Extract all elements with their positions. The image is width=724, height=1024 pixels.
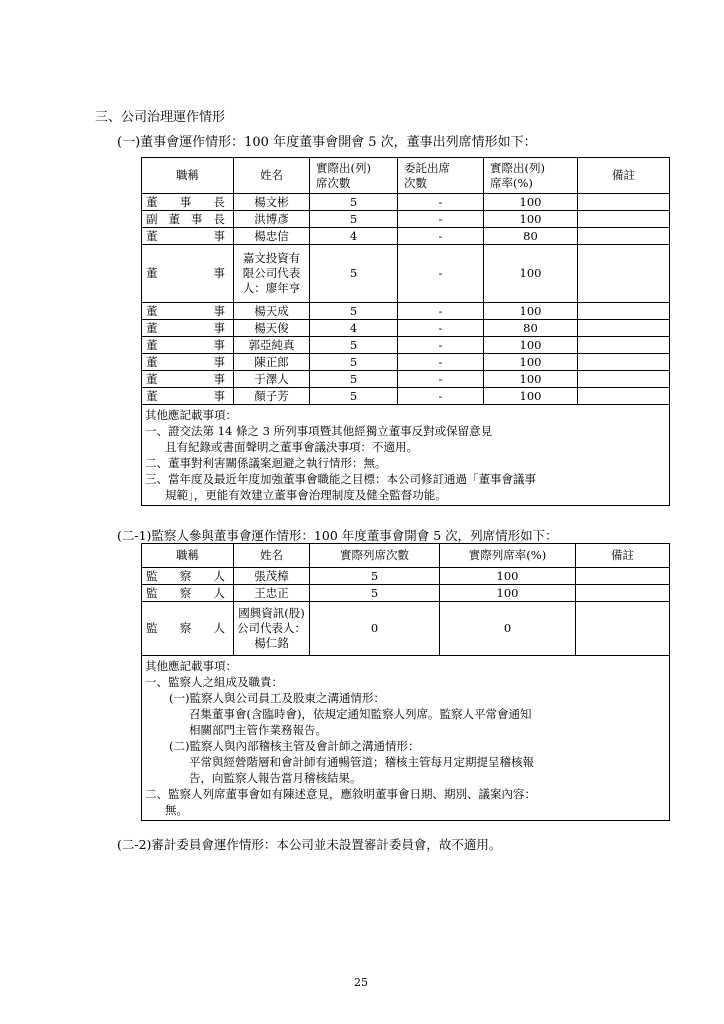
row-proxy: -	[398, 371, 484, 388]
header-title: 職稱	[142, 158, 234, 194]
row-title: 董事	[142, 354, 234, 371]
row-proxy: -	[398, 337, 484, 354]
row-rate: 100	[484, 194, 578, 211]
row-attend: 4	[310, 320, 398, 337]
header-attend	[310, 158, 398, 194]
row-name: 楊天成	[234, 303, 310, 320]
row-rate: 100	[484, 245, 578, 303]
row-remark	[578, 388, 670, 405]
row-name-line1: 國興資訊(股)	[238, 606, 305, 620]
row-proxy: -	[398, 320, 484, 337]
row-rate: 80	[484, 320, 578, 337]
table-row	[142, 303, 670, 320]
row-rate: 0	[440, 602, 576, 656]
row-title: 監察人	[142, 585, 234, 602]
table-row	[142, 320, 670, 337]
row-proxy: -	[398, 194, 484, 211]
row-rate: 100	[484, 371, 578, 388]
header-rate: 實際列席率(%)	[440, 544, 576, 568]
note-line: 平常與經營階層和會計師有通暢管道；稽核主管每月定期提呈稽核報	[189, 755, 534, 769]
header-proxy	[398, 158, 484, 194]
table-row	[142, 228, 670, 245]
board-notes-row	[142, 405, 670, 506]
board-caption: (一)董事會運作情形：100 年度董事會開會 5 次，董事出列席情形如下：	[117, 135, 537, 150]
row-name-line3: 楊仁銘	[254, 636, 289, 650]
row-attend: 5	[310, 388, 398, 405]
table-row	[142, 371, 670, 388]
supervisors-table	[141, 543, 670, 821]
note-line: 告，向監察人報告當月稽核結果。	[189, 771, 362, 785]
row-attend: 4	[310, 228, 398, 245]
header-rate	[484, 158, 578, 194]
row-title: 董事	[142, 245, 234, 303]
row-rate: 100	[484, 354, 578, 371]
row-title: 副董事長	[142, 211, 234, 228]
row-name: 洪博彥	[234, 211, 310, 228]
row-title: 董事	[142, 303, 234, 320]
row-name	[234, 602, 310, 656]
note-line: 一、證交法第 14 條之 3 所列事項暨其他經獨立董事反對或保留意見	[145, 424, 493, 438]
row-remark	[578, 245, 670, 303]
row-name: 楊忠信	[234, 228, 310, 245]
row-remark	[576, 602, 670, 656]
row-rate: 100	[484, 388, 578, 405]
table-row	[142, 388, 670, 405]
row-rate: 100	[484, 337, 578, 354]
row-title: 監察人	[142, 568, 234, 585]
header-attend: 實際列席次數	[310, 544, 440, 568]
note-line: 一、監察人之組成及職責：	[145, 675, 283, 689]
row-name-line2: 公司代表人：	[237, 621, 306, 635]
row-title: 董事	[142, 320, 234, 337]
header-title: 職稱	[142, 544, 234, 568]
row-title: 董事	[142, 337, 234, 354]
note-line: 相關部門主管作業務報告。	[189, 723, 327, 737]
header-attend-line2: 席次數	[316, 175, 351, 190]
row-title: 董事	[142, 388, 234, 405]
row-attend: 5	[310, 245, 398, 303]
table-row	[142, 354, 670, 371]
row-attend: 5	[310, 194, 398, 211]
supervisors-caption: (二-1)監察人參與董事會運作情形：100 年度董事會開會 5 次，列席情形如下：	[117, 528, 558, 543]
supervisors-notes-row	[142, 656, 670, 821]
row-attend: 5	[310, 211, 398, 228]
row-proxy: -	[398, 303, 484, 320]
row-name: 楊天俊	[234, 320, 310, 337]
supervisors-header-row	[142, 544, 670, 568]
row-name-line3: 人：廖年亨	[242, 281, 301, 295]
audit-committee-text: (二-2)審計委員會運作情形：本公司並未設置審計委員會，故不適用。	[117, 837, 502, 852]
board-table	[141, 157, 670, 506]
row-name-line2: 限公司代表	[242, 266, 301, 280]
table-row	[142, 245, 670, 303]
supervisors-notes	[142, 656, 670, 821]
row-name: 楊文彬	[234, 194, 310, 211]
row-remark	[576, 568, 670, 585]
row-proxy: -	[398, 245, 484, 303]
board-notes	[142, 405, 670, 506]
row-name: 張茂樟	[234, 568, 310, 585]
row-title: 監察人	[142, 602, 234, 656]
row-attend: 5	[310, 568, 440, 585]
row-name	[234, 245, 310, 303]
row-remark	[578, 371, 670, 388]
note-line: 其他應記載事項：	[145, 659, 237, 673]
header-remark: 備註	[578, 158, 670, 194]
section-heading: 三、公司治理運作情形	[95, 110, 226, 125]
header-attend-line1: 實際出(列)	[316, 160, 371, 175]
note-line: 其他應記載事項：	[145, 408, 237, 422]
row-rate: 80	[484, 228, 578, 245]
header-rate-line1: 實際出(列)	[490, 160, 545, 175]
note-line: 規範」，更能有效建立董事會治理制度及健全監督功能。	[165, 488, 447, 502]
row-remark	[578, 320, 670, 337]
note-line: 三、當年度及最近年度加強董事會職能之目標：本公司修訂通過「董事會議事	[145, 472, 536, 486]
row-rate: 100	[484, 211, 578, 228]
row-remark	[578, 354, 670, 371]
table-row	[142, 337, 670, 354]
row-attend: 5	[310, 303, 398, 320]
row-attend: 0	[310, 602, 440, 656]
note-line: 無。	[165, 803, 188, 817]
row-attend: 5	[310, 337, 398, 354]
note-line: 二、監察人列席董事會如有陳述意見，應敘明董事會日期、期別、議案內容：	[145, 787, 536, 801]
table-row	[142, 211, 670, 228]
table-row	[142, 194, 670, 211]
row-name-line1: 嘉文投資有	[242, 251, 301, 265]
note-line: 二、董事對利害關係議案迴避之執行情形：無。	[145, 456, 387, 470]
board-header-row	[142, 158, 670, 194]
note-line: 且有紀錄或書面聲明之董事會議決事項：不適用。	[165, 440, 418, 454]
row-proxy: -	[398, 211, 484, 228]
row-attend: 5	[310, 585, 440, 602]
note-line: 召集董事會(含臨時會)，依規定通知監察人列席。監察人平常會通知	[189, 707, 532, 721]
row-name: 郭亞純真	[234, 337, 310, 354]
table-row	[142, 585, 670, 602]
row-rate: 100	[484, 303, 578, 320]
row-rate: 100	[440, 585, 576, 602]
row-remark	[576, 585, 670, 602]
row-proxy: -	[398, 228, 484, 245]
row-remark	[578, 228, 670, 245]
row-name: 陳正郎	[234, 354, 310, 371]
header-name: 姓名	[234, 544, 310, 568]
row-remark	[578, 194, 670, 211]
header-proxy-line2: 次數	[404, 175, 427, 190]
header-remark: 備註	[576, 544, 670, 568]
row-rate: 100	[440, 568, 576, 585]
row-remark	[578, 211, 670, 228]
row-title: 董事	[142, 371, 234, 388]
row-remark	[578, 337, 670, 354]
header-name: 姓名	[234, 158, 310, 194]
header-proxy-line1: 委託出席	[404, 160, 450, 175]
table-row	[142, 602, 670, 656]
row-name: 顏子芳	[234, 388, 310, 405]
row-name: 于澤人	[234, 371, 310, 388]
note-line: (一)監察人與公司員工及股東之溝通情形：	[169, 691, 385, 705]
row-proxy: -	[398, 388, 484, 405]
row-title: 董事長	[142, 194, 234, 211]
row-remark	[578, 303, 670, 320]
page-number: 25	[354, 976, 368, 989]
table-row	[142, 568, 670, 585]
row-title: 董事	[142, 228, 234, 245]
row-attend: 5	[310, 371, 398, 388]
row-name: 王忠正	[234, 585, 310, 602]
note-line: (二)監察人與內部稽核主管及會計師之溝通情形：	[169, 739, 420, 753]
row-proxy: -	[398, 354, 484, 371]
header-rate-line2: 席率(%)	[490, 175, 533, 190]
row-attend: 5	[310, 354, 398, 371]
